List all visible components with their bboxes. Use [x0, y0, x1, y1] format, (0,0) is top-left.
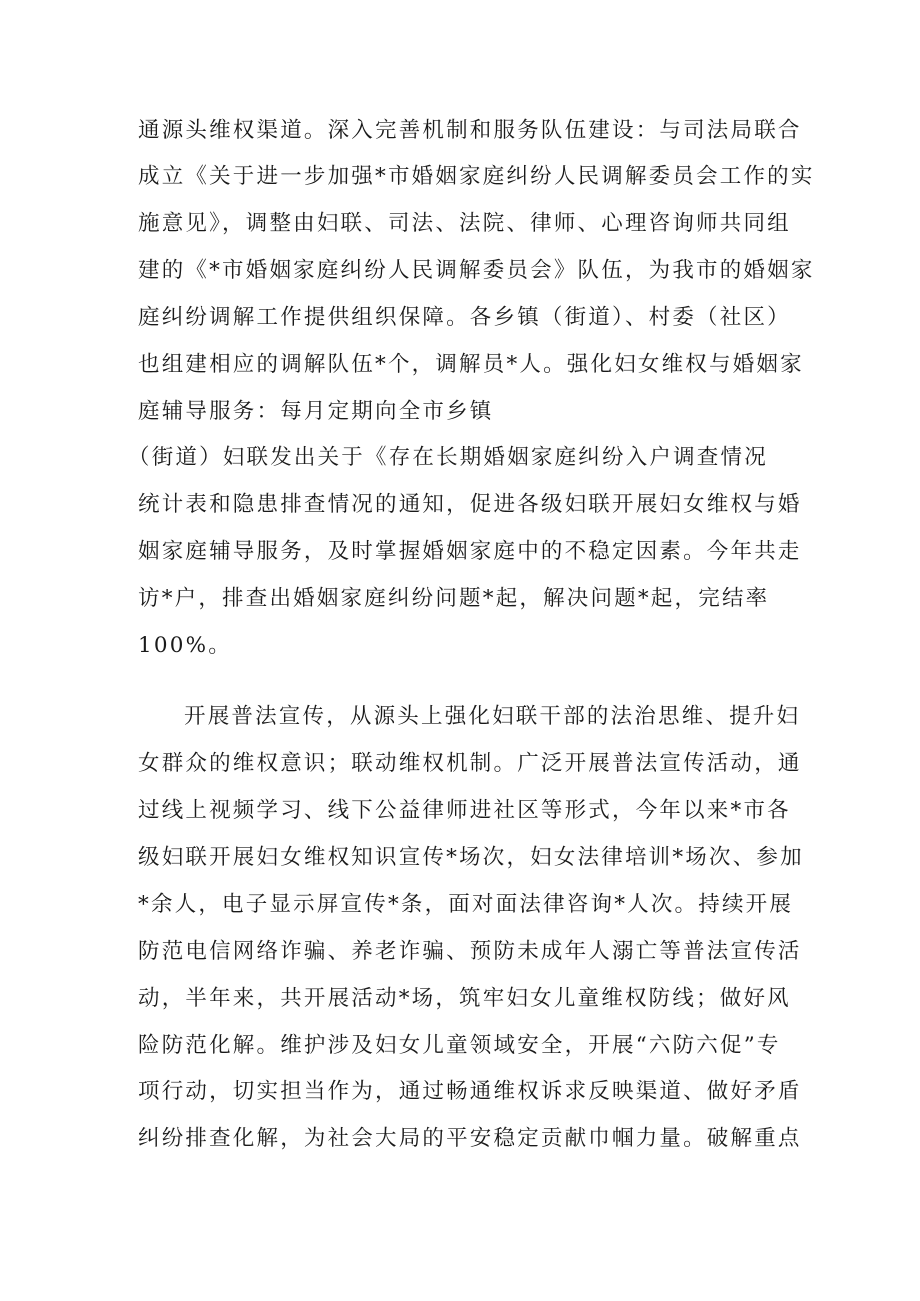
text-line: 成立《关于进一步加强*市婚姻家庭纠纷人民调解委员会工作的实 [138, 164, 815, 189]
text-line: 访*户，排查出婚姻家庭纠纷问题*起，解决问题*起，完结率 [138, 586, 770, 611]
text-line: 庭纠纷调解工作提供组织保障。各乡镇（街道）、村委（社区） [138, 305, 791, 330]
text-line: 庭辅导服务：每月定期向全市乡镇 [138, 399, 494, 424]
text-line: 项行动，切实担当作为，通过畅通维权诉求反映渠道、做好矛盾 [138, 1079, 802, 1104]
text-line: 险防范化解。维护涉及妇女儿童领域安全，开展“六防六促”专 [138, 1033, 781, 1058]
text-line: 过线上视频学习、线下公益律师进社区等形式，今年以来*市各 [138, 798, 791, 823]
text-line: 级妇联开展妇女维权知识宣传*场次，妇女法律培训*场次、参加 [138, 845, 804, 870]
text-line: *余人，电子显示屏宣传*条，面对面法律咨询*人次。持续开展 [138, 892, 794, 917]
text-line: 施意见》，调整由妇联、司法、法院、律师、心理咨询师共同组 [138, 211, 791, 236]
text-line: 防范电信网络诈骗、养老诈骗、预防未成年人溺亡等普法宣传活 [138, 939, 802, 964]
text-line: （街道）妇联发出关于《存在长期婚姻家庭纠纷入户调查情况 [128, 445, 768, 470]
text-line: 通源头维权渠道。深入完善机制和服务队伍建设：与司法局联合 [138, 118, 802, 143]
paragraph-first-line: 开展普法宣传，从源头上强化妇联干部的法治思维、提升妇 [184, 704, 801, 729]
text-line: 100%。 [138, 633, 232, 658]
text-line: 姻家庭辅导服务，及时掌握婚姻家庭中的不稳定因素。今年共走 [138, 539, 802, 564]
text-line: 也组建相应的调解队伍*个，调解员*人。强化妇女维权与婚姻家 [138, 352, 804, 377]
text-line: 纠纷排查化解，为社会大局的平安稳定贡献巾帼力量。破解重点 [138, 1126, 802, 1151]
text-line: 动，半年来，共开展活动*场，筑牢妇女儿童维权防线；做好风 [138, 986, 791, 1011]
text-line: 女群众的维权意识；联动维权机制。广泛开展普法宣传活动，通 [138, 751, 802, 776]
text-line: 统计表和隐患排查情况的通知，促进各级妇联开展妇女维权与婚 [138, 492, 802, 517]
text-line: 建的《*市婚姻家庭纠纷人民调解委员会》队伍，为我市的婚姻家 [138, 258, 815, 283]
